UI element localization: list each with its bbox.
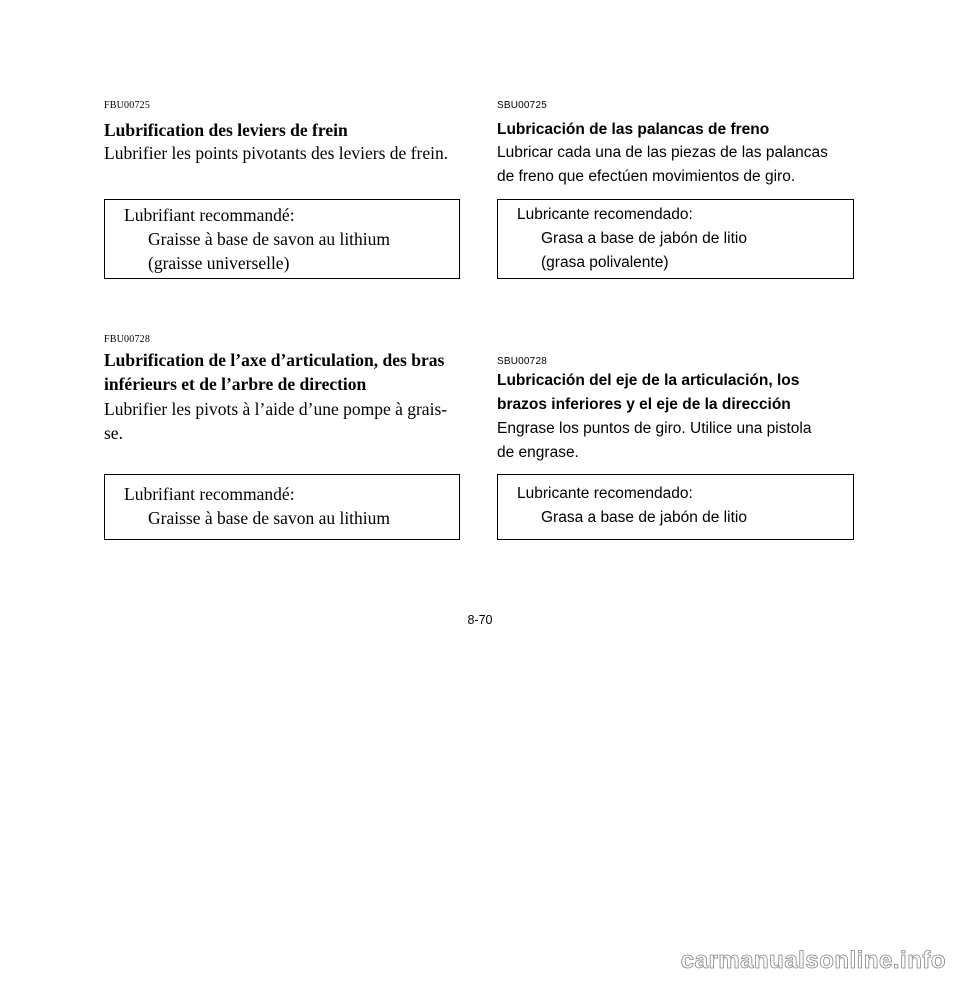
section-title: Lubricación de las palancas de freno (497, 121, 770, 138)
box-line: Grasa a base de jabón de litio (541, 509, 747, 526)
section-title: inférieurs et de l’arbre de direction (104, 374, 367, 394)
section-title: Lubrification de l’axe d’articulation, des bras (104, 350, 445, 370)
page-number: 8-70 (467, 613, 493, 627)
watermark: carmanualsonline.info (680, 947, 946, 974)
box-line: (grasa polivalente) (541, 254, 669, 271)
section-body: Engrase los puntos de giro. Utilice una pistola (497, 420, 812, 437)
box-label: Lubricante recomendado: (517, 206, 693, 223)
lubricant-box (497, 199, 854, 279)
box-line: Grasa a base de jabón de litio (541, 230, 747, 247)
box-label: Lubricante recomendado: (517, 485, 693, 502)
section-title: brazos inferiores y el eje de la dirección (497, 396, 791, 413)
section-code: SBU00725 (497, 100, 547, 111)
box-line: Graisse à base de savon au lithium (148, 508, 391, 528)
section-title: Lubrification des leviers de frein (104, 120, 348, 140)
section-body: de freno que efectúen movimientos de giro. (497, 168, 796, 185)
section-body: Lubricar cada una de las piezas de las palancas (497, 144, 828, 161)
section-title: Lubricación del eje de la articulación, los (497, 372, 800, 389)
lubricant-box (497, 474, 854, 540)
lubricant-box (104, 474, 460, 540)
box-label: Lubrifiant recommandé: (124, 484, 295, 504)
box-line: (graisse universelle) (148, 253, 290, 273)
section-code: FBU00725 (104, 100, 151, 111)
box-line: Graisse à base de savon au lithium (148, 229, 391, 249)
section-body: Lubrifier les points pivotants des leviers de frein. (104, 143, 449, 163)
lubricant-box (104, 199, 460, 279)
section-body: Lubrifier les pivots à l’aide d’une pompe à grais- (104, 399, 448, 419)
section-body: se. (104, 423, 123, 443)
section-body: de engrase. (497, 444, 579, 461)
section-code: FBU00728 (104, 334, 151, 345)
box-label: Lubrifiant recommandé: (124, 205, 295, 225)
section-code: SBU00728 (497, 356, 547, 367)
